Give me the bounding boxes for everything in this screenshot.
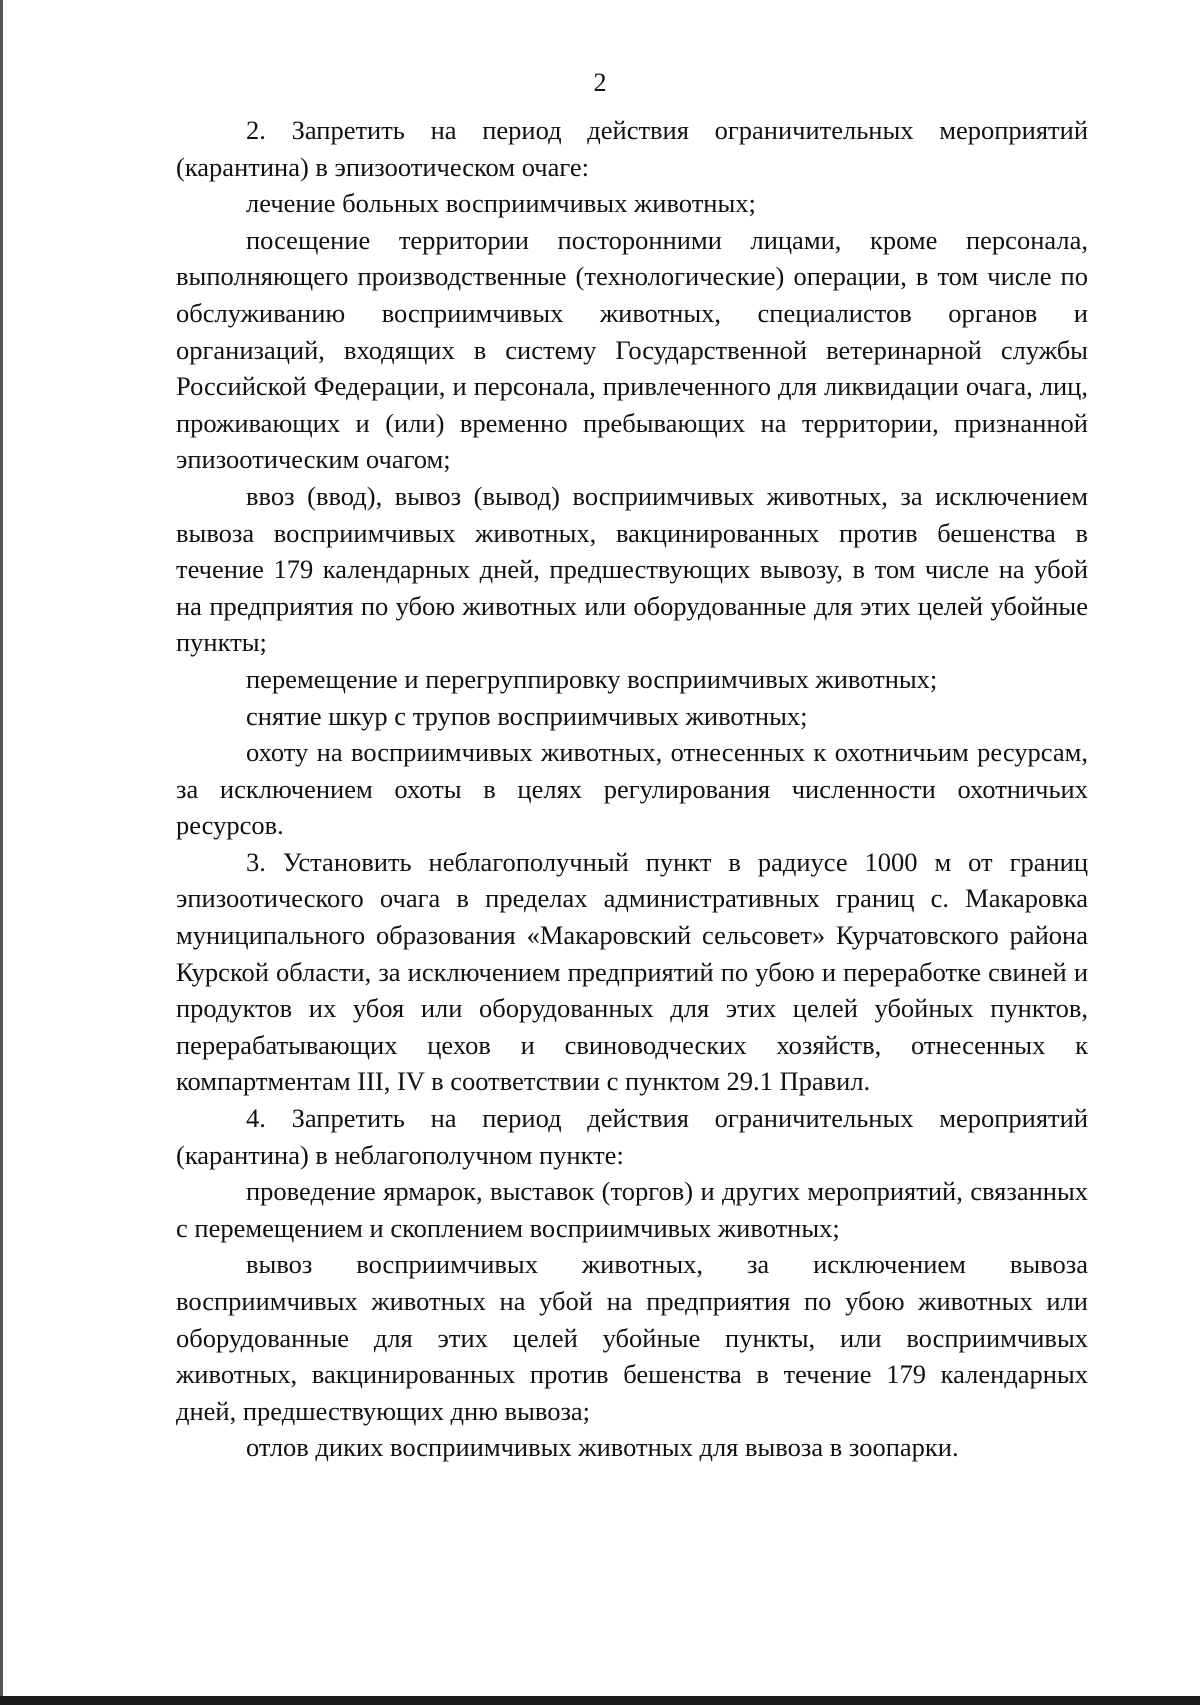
paragraph-fairs-ban: проведение ярмарок, выставок (торгов) и других мероприятий, связанных с перемещением и скоплением восприимчивых животных; (176, 1176, 1088, 1243)
paragraph-export-ban: вывоз восприимчивых животных, за исключением вывоза восприимчивых животных на убой на предприятия по убою животных или оборудованные для этих целей убойные пункты, или восприимчивых животных, вакцинированных против бешенства в течение 179 календарных дней, предшествующих дню вывоза; (176, 1249, 1088, 1426)
document-body (176, 112, 1088, 1466)
scan-edge-bottom (0, 1696, 1200, 1705)
paragraph-treatment-ban: лечение больных восприимчивых животных; (246, 188, 756, 219)
paragraph-item-3: 3. Установить неблагополучный пункт в радиусе 1000 м от границ эпизоотического очага в пределах административных границ с. Макаровка муниципального образования «Макаровский сельсовет» Курчатовского района Курской области, за исключением предприятий по убою и переработке свиней и продуктов их убоя или оборудованных для этих целей убойных пунктов, перерабатывающих цехов и свиноводческих хозяйств, отнесенных к компартментам III, IV в соответствии с пунктом 29.1 Правил. (176, 846, 1088, 1097)
paragraph-item-2-heading: 2. Запретить на период действия ограничительных мероприятий (карантина) в эпизоотическом очаге: (176, 115, 1088, 182)
paragraph-hunting-ban: охоту на восприимчивых животных, отнесенных к охотничьим ресурсам, за исключением охоты в целях регулирования численности охотничьих ресурсов. (176, 737, 1088, 841)
scan-edge-left (0, 0, 3, 1705)
paragraph-capture-ban: отлов диких восприимчивых животных для вывоза в зоопарки. (246, 1432, 959, 1463)
paragraph-import-export-ban: ввоз (ввод), вывоз (вывод) восприимчивых животных, за исключением вывоза восприимчивых животных, вакцинированных против бешенства в течение 179 календарных дней, предшествующих вывозу, в том числе на убой на предприятия по убою животных или оборудованные для этих целей убойные пункты; (176, 480, 1088, 658)
paragraph-visit-ban: посещение территории посторонними лицами, кроме персонала, выполняющего производственные (технологические) операции, в том числе по обслуживанию восприимчивых животных, специалистов органов и организаций, входящих в систему Государственной ветеринарной службы Российской Федерации, и персонала, привлеченного для ликвидации очага, лиц, проживающих и (или) временно пребывающих на территории, признанной эпизоотическим очагом; (176, 224, 1088, 475)
paragraph-skinning-ban: снятие шкур с трупов восприимчивых животных; (246, 700, 808, 731)
page-number: 2 (593, 68, 607, 97)
paragraph-regrouping-ban: перемещение и перегруппировку восприимчивых животных; (246, 663, 938, 694)
paragraph-item-4-heading: 4. Запретить на период действия ограничительных мероприятий (карантина) в неблагополучном пункте: (176, 1103, 1088, 1170)
